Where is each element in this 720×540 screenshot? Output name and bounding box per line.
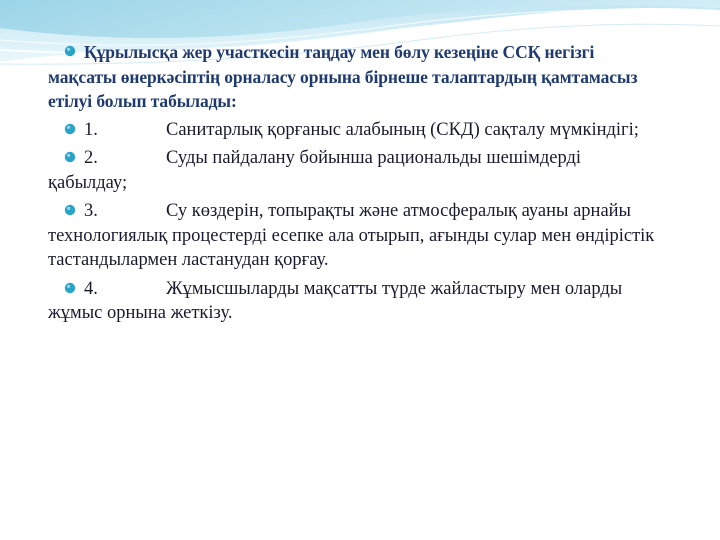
list-item (48, 118, 660, 143)
item-text: Санитарлық қорғаныс алабының (СКД) сақталу мүмкіндігі; (166, 119, 639, 140)
list-item (48, 146, 660, 195)
list-item (48, 277, 660, 326)
list-item (48, 199, 660, 273)
item-number: 1. (84, 119, 98, 140)
item-number: 3. (84, 201, 98, 221)
item-text: Жұмысшыларды мақсатты түрде жайластыру мен оларды жұмыс орнына жеткізу. (48, 278, 623, 323)
item-text: Су көздерін, топырақты және атмосфералық ауаны арнайы технологиялық процестерді есепке ала отырып, ағынды сулар мен өндірістік тастандылармен ластанудан қорғау. (48, 201, 655, 270)
content-area (48, 40, 660, 330)
lead-text: Құрылысқа жер участкесін таңдау мен бөлу кезеңіне ССҚ негізгі мақсаты өнеркәсіптің орналасу орнына бірнеше талаптардың қамтамасыз етілуі болып табылады: (48, 42, 638, 111)
item-text: Суды пайдалану бойынша рациональды шешімдерді қабылдау; (48, 148, 582, 193)
item-number: 2. (84, 148, 98, 168)
lead-paragraph (48, 40, 660, 114)
item-number: 4. (84, 278, 98, 299)
